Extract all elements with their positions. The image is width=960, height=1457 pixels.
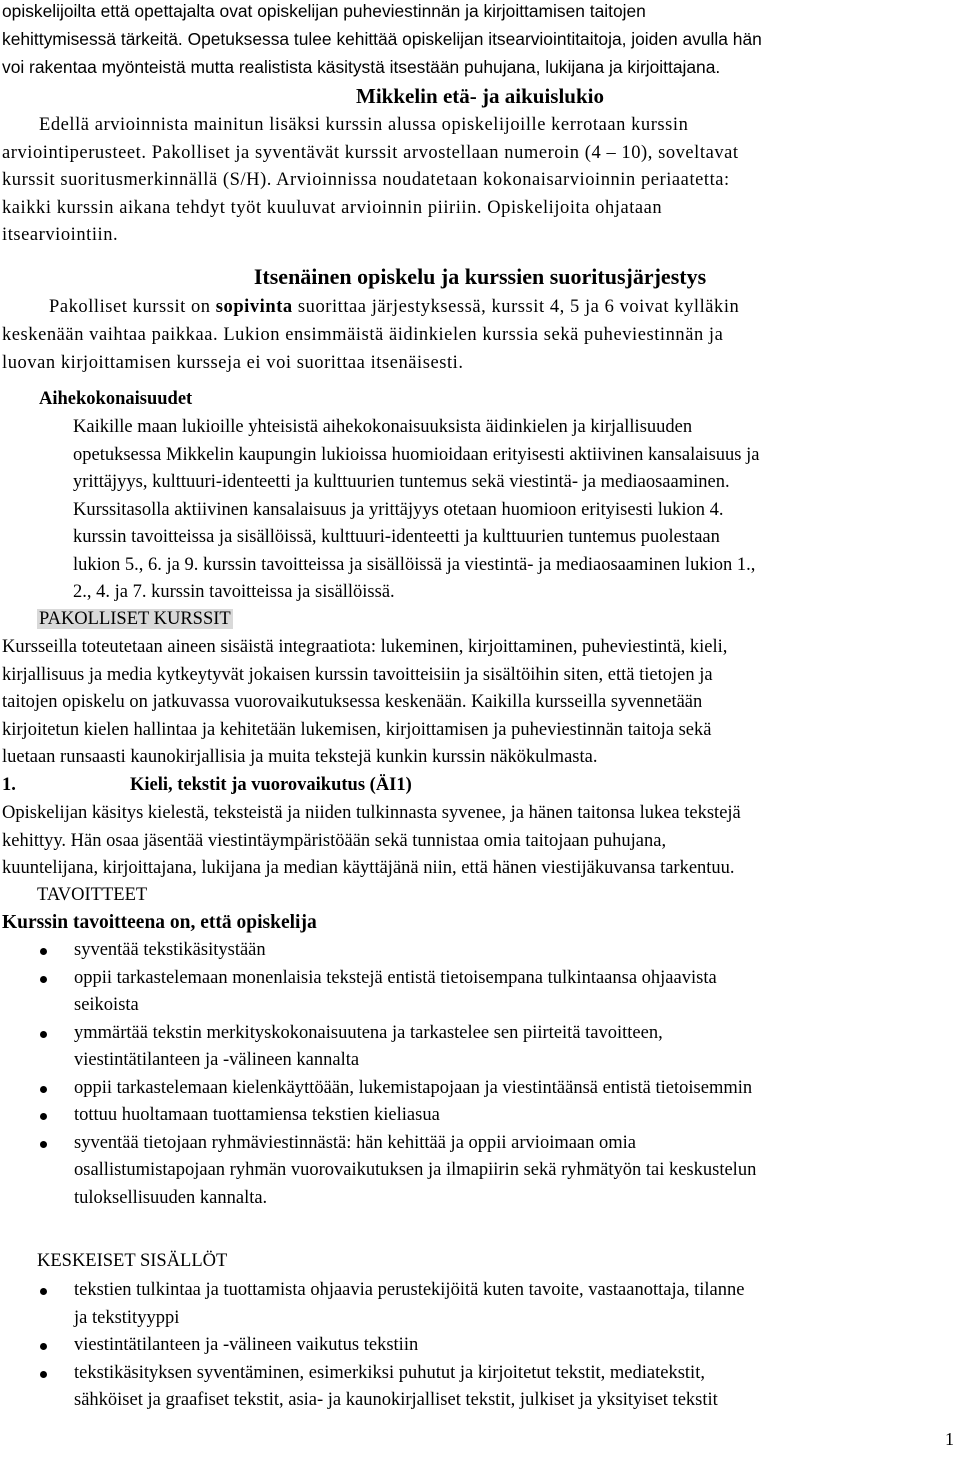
text-line: tekstikäsityksen syventäminen, esimerkiksi puhutut ja kirjoitetut tekstit, mediatekstit,: [74, 1362, 705, 1383]
section-heading-pakolliset: [37, 606, 233, 634]
text-line: seikoista: [74, 995, 139, 1015]
bullet-icon: [40, 1031, 47, 1038]
text-line: luovan kirjoittamisen kursseja ei voi suorittaa itsenäisesti.: [2, 353, 464, 373]
text-line: syventää tietojaan ryhmäviestinnästä: hän kehittää ja oppii arvioimaan omia: [74, 1132, 637, 1153]
course-title: Kieli, tekstit ja vuorovaikutus (ÄI1): [130, 775, 412, 795]
list-item: [2, 937, 957, 965]
text-line: viestintätilanteen ja -välineen vaikutus tekstiin: [74, 1335, 419, 1355]
text-line: taitojen opiskelu on jatkuvassa vuorovaikutuksessa keskenään. Kaikilla kursseilla syvennetään: [2, 692, 703, 712]
text-line: itsearviointiin.: [2, 225, 119, 245]
goals-intro: Kurssin tavoitteena on, että opiskelija: [2, 912, 317, 933]
text-line: sähköiset ja graafiset tekstit, asia- ja kaunokirjalliset tekstit, julkiset ja yksityiset tekstit: [74, 1390, 718, 1410]
text-line: Opiskelijan käsitys kielestä, teksteistä ja niiden tulkinnasta syvenee, ja hänen taitonsa lukea tekstejä: [2, 803, 741, 823]
section-heading-mikkeli: Mikkelin etä- ja aikuislukio: [356, 84, 604, 108]
list-item: [2, 1360, 957, 1415]
section-heading-aihe: Aihekokonaisuudet: [39, 389, 193, 409]
text-line: kuuntelijana, kirjoittajana, lukijana ja median käyttäjänä niin, että hänen viestijäkuvansa tarkentuu.: [2, 858, 735, 878]
text-line: lukion 5., 6. ja 9. kurssin tavoitteissa ja sisällöissä ja viestintä- ja mediaosaaminen lukion 1.,: [73, 554, 756, 575]
text-line: tuloksellisuuden kannalta.: [74, 1187, 268, 1208]
text-line: osallistumistapojaan ryhmän vuorovaikutuksen ja ilmapiirin sekä ryhmätyön tai keskustelun: [74, 1160, 757, 1180]
text-line: oppii tarkastelemaan kielenkäyttöään, lukemistapojaan ja viestintäänsä entistä tietoisemmin: [74, 1077, 753, 1098]
text-line: ja tekstityyppi: [74, 1307, 180, 1328]
mikkeli-paragraph: [2, 112, 957, 250]
text-line: kurssin tavoitteissa ja sisällöissä, kulttuuri-identeetti ja kulttuurien tuntemus puolestaan: [73, 527, 720, 547]
text-line: tekstien tulkintaa ja tuottamista ohjaavia perustekijöitä kuten tavoite, vastaanottaja, tilanne: [74, 1280, 745, 1300]
text-fragment: Pakolliset kurssit on: [49, 297, 216, 317]
list-item: [2, 1332, 957, 1360]
text-line: kirjoitetun kielen hallintaa ja kehitetään lukemisen, kirjoittamisen ja puheviestinnän taitoja sekä: [2, 719, 712, 740]
list-item: [2, 1277, 957, 1332]
highlighted-heading: PAKOLLISET KURSSIT: [39, 609, 231, 629]
bullet-icon: [40, 948, 47, 955]
text-line: Edellä arvioinnista mainitun lisäksi kurssin alussa opiskelijoille kerrotaan kurssin: [39, 115, 689, 135]
text-line: voi rakentaa myönteistä mutta realistista käsitystä itsestään puhujana, lukijana ja kirjoittajana.: [2, 57, 721, 77]
text-line: syventää tekstikäsitystään: [74, 940, 266, 960]
text-line: kehittyy. Hän osaa jäsentää viestintäympäristöään sekä tunnistaa omia taitojaan puhujana,: [2, 830, 667, 851]
text-line: [2, 293, 957, 321]
text-line: Kurssitasolla aktiivinen kansalaisuus ja yrittäjyys otetaan huomioon erityisesti lukion 4.: [73, 499, 724, 520]
list-item: [2, 1102, 957, 1130]
tavoitteet-heading: TAVOITTEET: [37, 885, 148, 905]
text-line: kurssit suoritusmerkinnällä (S/H). Arvioinnissa noudatetaan kokonaisarvioinnin periaatetta:: [2, 170, 730, 190]
text-line: Kaikille maan lukioille yhteisistä aihekokonaisuuksista äidinkielen ja kirjallisuuden: [73, 417, 693, 437]
pakolliset-paragraph: [2, 634, 957, 772]
text-line: arviointiperusteet. Pakolliset ja syventävät kurssit arvostellaan numeroin (4 – 10), soveltavat: [2, 142, 739, 163]
list-item: [2, 1130, 957, 1213]
intro-paragraph: [2, 0, 957, 81]
text-line: luetaan runsaasti kaunokirjallisia ja muita tekstejä kunkin kurssin näkökulmasta.: [2, 747, 598, 767]
page-number: 1: [945, 1429, 954, 1449]
itsenainen-paragraph: [2, 293, 957, 377]
contents-list: [2, 1277, 957, 1415]
bullet-icon: [40, 1086, 47, 1093]
text-line: ymmärtää tekstin merkityskokonaisuutena ja tarkastelee sen piirteitä tavoitteen,: [74, 1022, 663, 1043]
bullet-icon: [40, 1288, 47, 1295]
text-line: opiskelijoilta että opettajalta ovat opiskelijan puheviestinnän ja kirjoittamisen taitojen: [2, 1, 646, 21]
text-line: Kursseilla toteutetaan aineen sisäistä integraatiota: lukeminen, kirjoittaminen, puheviestintä, kieli,: [2, 637, 728, 657]
text-line: 2., 4. ja 7. kurssin tavoitteissa ja sisällöissä.: [73, 582, 395, 602]
course-heading: [2, 772, 957, 800]
text-line: kehittymisessä tärkeitä. Opetuksessa tulee kehittää opiskelijan itsearviointitaitoja, joiden avulla hän: [2, 29, 762, 49]
text-line: kaikki kurssin aikana tehdyt työt kuuluvat arvioinnin piiriin. Opiskelijoita ohjataan: [2, 197, 663, 218]
text-line: kirjallisuus ja media kytkeytyvät jokaisen kurssin tavoitteisiin ja sisältöihin siten, että tietojen ja: [2, 664, 713, 685]
course-intro-paragraph: [2, 800, 957, 883]
bullet-icon: [40, 1113, 47, 1120]
list-item: [2, 965, 957, 1020]
list-item: [2, 1075, 957, 1103]
text-line: viestintätilanteen ja -välineen kannalta: [74, 1050, 360, 1070]
text-fragment: suorittaa järjestyksessä, kurssit 4, 5 ja 6 voivat kylläkin: [292, 297, 740, 317]
aihe-paragraph: [73, 414, 958, 607]
bullet-icon: [40, 976, 47, 983]
text-line: yrittäjyys, kulttuuri-identeetti ja kulttuurien tuntemus sekä viestintä- ja mediaosaaminen.: [73, 472, 730, 492]
course-number: 1.: [2, 775, 16, 795]
text-line: keskenään vaihtaa paikkaa. Lukion ensimmäistä äidinkielen kurssia sekä puheviestinnän ja: [2, 325, 724, 345]
sisallot-heading: KESKEISET SISÄLLÖT: [37, 1251, 228, 1271]
list-item: [2, 1020, 957, 1075]
bullet-icon: [40, 1141, 47, 1148]
text-line: tottuu huoltamaan tuottamiensa tekstien kieliasua: [74, 1105, 440, 1125]
goals-list: [2, 937, 957, 1212]
bullet-icon: [40, 1343, 47, 1350]
bullet-icon: [40, 1371, 47, 1378]
text-line: opetuksessa Mikkelin kaupungin lukioissa huomioidaan erityisesti aktiivinen kansalaisuus ja: [73, 444, 760, 465]
emphasis-text: sopivinta: [215, 297, 293, 317]
text-line: oppii tarkastelemaan monenlaisia tekstejä entistä tietoisempana tulkintaansa ohjaavista: [74, 967, 717, 988]
section-heading-itsenainen: Itsenäinen opiskelu ja kurssien suoritusjärjestys: [253, 264, 707, 289]
